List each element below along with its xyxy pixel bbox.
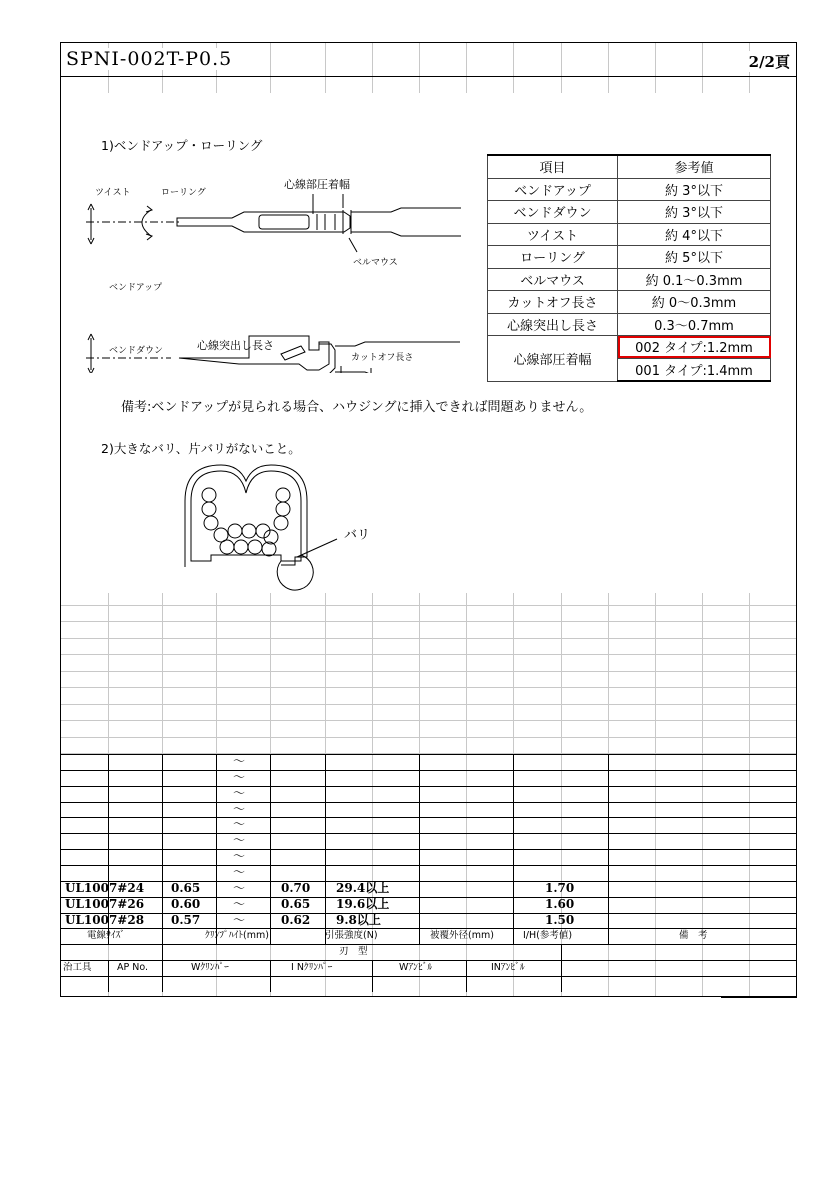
spec-table-column-line xyxy=(162,754,163,944)
crimp-min-cell: 0.57 xyxy=(171,912,201,927)
bend-down-label: ベンドダウン xyxy=(109,346,164,356)
range-tilde: 〜 xyxy=(233,769,246,784)
range-tilde: 〜 xyxy=(233,754,246,768)
bend-up-label: ベンドアップ xyxy=(109,283,163,293)
ref-value: 約 0.1〜0.3mm xyxy=(618,268,771,291)
spec-table-column-line xyxy=(608,754,609,944)
ref-header-item: 項目 xyxy=(488,155,618,178)
ref-value-001: 001 タイプ:1.4mm xyxy=(618,358,771,381)
spec-table-column-line xyxy=(419,754,420,944)
spec-table-row-line xyxy=(61,802,796,818)
grid-row-line xyxy=(61,687,796,688)
range-tilde: 〜 xyxy=(233,833,246,848)
crimp-max-cell: 0.65 xyxy=(281,896,311,911)
reference-value-table xyxy=(487,154,771,382)
core-protrusion-label: 心線突出し長さ xyxy=(197,339,274,352)
grid-row-line xyxy=(61,654,796,655)
grid-row-line xyxy=(61,720,796,721)
burr-label: バリ xyxy=(344,524,370,543)
core-width-label: 心線部圧着幅 xyxy=(284,178,350,191)
header-jig: 治工具 xyxy=(63,962,92,974)
ih-cell: 1.70 xyxy=(545,880,575,895)
wire-size-cell: UL1007#28 xyxy=(65,912,145,927)
ref-value: 0.3〜0.7mm xyxy=(618,313,771,336)
spec-table-row-line xyxy=(61,865,796,881)
range-tilde: 〜 xyxy=(233,801,246,816)
range-tilde: 〜 xyxy=(233,912,246,927)
spec-table-column-line xyxy=(513,754,514,944)
ref-item: ベンドダウン xyxy=(488,201,618,224)
tensile-cell: 19.6以上 xyxy=(336,896,390,911)
header-in-crimper: I Nｸﾘﾝﾊﾟｰ xyxy=(291,962,333,974)
drawing-sheet xyxy=(60,42,797,997)
tensile-cell: 29.4以上 xyxy=(336,880,390,895)
rolling-label: ローリング xyxy=(161,188,206,198)
grid-row-line xyxy=(61,621,796,622)
header-in-anvil: INｱﾝﾋﾞﾙ xyxy=(491,962,525,974)
crimp-max-cell: 0.62 xyxy=(281,912,311,927)
tool-row-divider xyxy=(561,944,562,992)
range-tilde: 〜 xyxy=(233,896,246,911)
spec-table-row-line xyxy=(61,833,796,849)
remark-note: 備考:ベンドアップが見られる場合、ハウジングに挿入できれば問題ありません。 xyxy=(121,396,592,415)
bellmouth-label: ベルマウス xyxy=(353,258,398,268)
spec-table-row-line xyxy=(61,944,796,960)
ref-header-value: 参考値 xyxy=(618,155,771,178)
page-number: 2/2頁 xyxy=(748,53,790,71)
ref-value: 約 0〜0.3mm xyxy=(618,291,771,314)
ref-value: 約 5°以下 xyxy=(618,246,771,269)
ref-item-core-width: 心線部圧着幅 xyxy=(488,336,618,382)
tensile-cell: 9.8以上 xyxy=(336,912,381,927)
range-tilde: 〜 xyxy=(233,864,246,879)
grid-row-line xyxy=(61,737,796,738)
header-od: 被覆外径(mm) xyxy=(430,930,494,942)
header-crimp-height: ｸﾘﾝﾌﾟﾊｲﾄ(mm) xyxy=(205,930,269,942)
grid-row-line xyxy=(61,671,796,672)
spec-table-row-line xyxy=(61,849,796,865)
spec-table-row-line xyxy=(61,976,796,992)
ref-item: ローリング xyxy=(488,246,618,269)
ref-item: 心線突出し長さ xyxy=(488,313,618,336)
spec-table-row-line xyxy=(61,786,796,802)
spec-table-row-line xyxy=(61,754,796,770)
ref-item: ツイスト xyxy=(488,223,618,246)
range-tilde: 〜 xyxy=(233,849,246,864)
ref-value: 約 4°以下 xyxy=(618,223,771,246)
header-w-crimper: Wｸﾘﾝﾊﾟｰ xyxy=(191,962,229,974)
ref-item: カットオフ長さ xyxy=(488,291,618,314)
section2-heading: 2)大きなバリ、片バリがないこと。 xyxy=(101,441,301,456)
tool-row-divider xyxy=(108,960,109,992)
ref-item: ベルマウス xyxy=(488,268,618,291)
spec-table-column-line xyxy=(325,754,326,944)
range-tilde: 〜 xyxy=(233,817,246,832)
blade-title: 刃 型 xyxy=(339,946,368,958)
tool-row-divider xyxy=(372,960,373,992)
header-ih: I/H(参考値) xyxy=(523,930,573,942)
crimp-min-cell: 0.60 xyxy=(171,896,201,911)
grid-row-line xyxy=(61,638,796,639)
tool-row-divider xyxy=(466,960,467,992)
twist-label: ツイスト xyxy=(95,188,131,198)
cutoff-label: カットオフ長さ xyxy=(351,353,414,363)
ref-value: 約 3°以下 xyxy=(618,201,771,224)
wire-size-cell: UL1007#26 xyxy=(65,896,145,911)
ih-cell: 1.50 xyxy=(545,912,575,927)
range-tilde: 〜 xyxy=(233,785,246,800)
crimp-min-cell: 0.65 xyxy=(171,880,201,895)
header-tensile: 引張強度(N) xyxy=(325,930,378,942)
burr-diagram xyxy=(171,461,411,596)
ref-value: 約 3°以下 xyxy=(618,178,771,201)
tool-row-divider xyxy=(162,944,163,960)
tool-row-divider xyxy=(162,960,163,992)
crimp-max-cell: 0.70 xyxy=(281,880,311,895)
ref-item: ベンドアップ xyxy=(488,178,618,201)
header-wire-size: 電線ｻｲｽﾞ xyxy=(87,930,126,942)
section1-heading: 1)ベンドアップ・ローリング xyxy=(101,138,263,153)
wire-size-cell: UL1007#24 xyxy=(65,880,145,895)
grid-row-line xyxy=(61,605,796,606)
spec-table-row-line xyxy=(61,770,796,786)
spec-table-column-line xyxy=(270,754,271,944)
footer-rule xyxy=(721,997,797,998)
title-rule xyxy=(61,76,796,77)
header-w-anvil: Wｱﾝﾋﾞﾙ xyxy=(399,962,433,974)
ref-value-002-highlighted: 002 タイプ:1.2mm xyxy=(618,336,771,359)
tool-row-divider xyxy=(270,960,271,992)
range-tilde: 〜 xyxy=(233,880,246,895)
spec-table-row-line xyxy=(61,817,796,833)
header-remarks: 備 考 xyxy=(679,930,708,942)
document-title: SPNI-002T-P0.5 xyxy=(66,48,236,70)
ih-cell: 1.60 xyxy=(545,896,575,911)
grid-row-line xyxy=(61,704,796,705)
header-ap-no: AP No. xyxy=(117,962,149,974)
spec-table-column-line xyxy=(216,754,217,944)
